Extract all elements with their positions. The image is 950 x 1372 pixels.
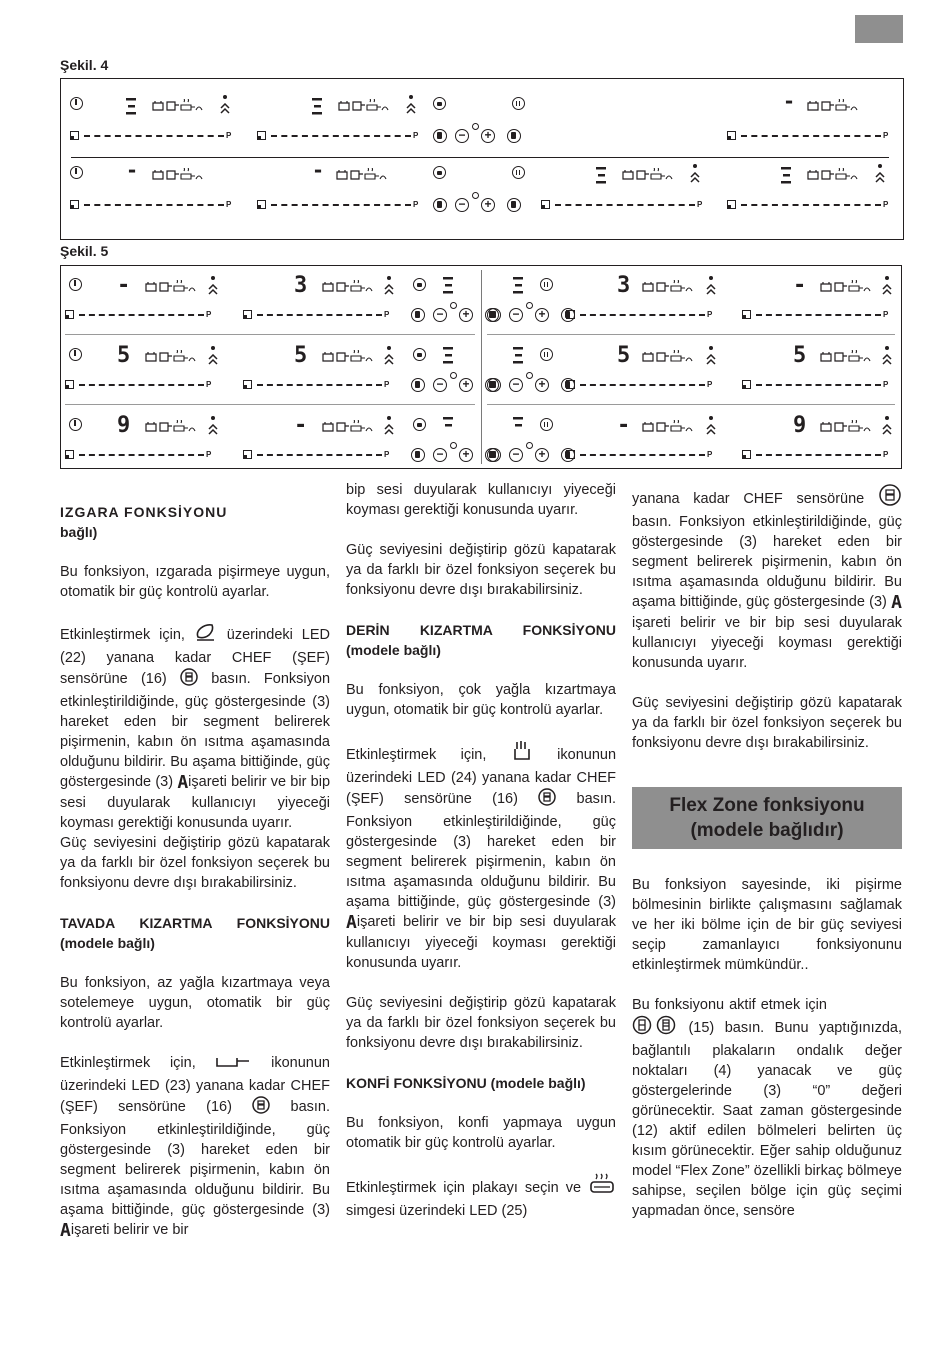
zone-select-icon[interactable] [257, 131, 266, 140]
grill-deactivation-text: Güç seviyesini değiştirip gözü kapatarak ya da farklı bir özel fonksiyon seçerek bu fonksiyonu devre dışı bırakabilirsiniz. [60, 835, 330, 891]
zone-display: 3 [294, 273, 308, 298]
grill-icon [194, 622, 218, 648]
grill-function-subheading: bağlı) [60, 524, 98, 540]
power-slider[interactable] [555, 204, 695, 206]
pause-button[interactable] [540, 348, 553, 361]
cookware-icons [641, 350, 693, 364]
booster-led-icon [878, 164, 882, 168]
cookware-icons [641, 280, 693, 294]
lock-button[interactable] [433, 97, 446, 110]
booster-icon[interactable] [875, 172, 885, 184]
power-level-display [781, 166, 793, 186]
zone-select-icon[interactable] [727, 131, 736, 140]
pan-fry-deactivation-text: Güç seviyesini değiştirip gözü kapatarak ya da farklı bir özel fonksiyon seçerek bu fonksiyonu devre dışı bırakabilirsiniz. [346, 542, 616, 598]
booster-icon[interactable] [208, 354, 218, 366]
row-divider [65, 334, 475, 335]
timer-led-icon [526, 302, 533, 309]
power-slider[interactable] [257, 314, 382, 316]
cookware-icons [144, 420, 196, 434]
chef-sensor-button[interactable] [433, 129, 447, 143]
cookware-icons [321, 350, 373, 364]
grill-function-heading: IZGARA FONKSİYONU [60, 504, 228, 520]
cookware-icons [335, 168, 387, 182]
panel-divider [71, 157, 889, 158]
chef-sensor-button[interactable] [411, 308, 425, 322]
zone-select-icon[interactable] [742, 380, 751, 389]
booster-icon[interactable] [690, 172, 700, 184]
power-level-display [443, 416, 455, 436]
confit-icon [588, 1173, 616, 1201]
slider-max-label: P [413, 200, 419, 209]
deep-fry-deactivation-text: Güç seviyesini değiştirip gözü kapatarak ya da farklı bir özel fonksiyon seçerek bu fonksiyonu devre dışı bırakabilirsiniz. [346, 995, 616, 1051]
lock-button[interactable] [433, 166, 446, 179]
zone-display: 9 [117, 413, 131, 438]
power-button[interactable] [70, 166, 83, 179]
zone-display: - [793, 273, 807, 298]
plus-button[interactable]: + [459, 448, 473, 462]
pause-button[interactable] [540, 278, 553, 291]
flex-zone-title: Flex Zone fonksiyonu [669, 795, 865, 816]
power-slider[interactable] [580, 384, 705, 386]
cookware-icons [806, 99, 858, 113]
pause-button[interactable] [540, 418, 553, 431]
cookware-icons [819, 420, 871, 434]
booster-icon[interactable] [384, 284, 394, 296]
chef-sensor-button[interactable] [411, 448, 425, 462]
timer-led-icon [526, 372, 533, 379]
minus-button[interactable]: − [433, 448, 447, 462]
slider-max-label: P [384, 450, 390, 459]
chef-sensor-icon [252, 1096, 270, 1120]
power-level-display [513, 276, 525, 296]
booster-icon[interactable] [220, 103, 230, 115]
plus-button[interactable]: + [459, 308, 473, 322]
slider-max-label: P [206, 310, 212, 319]
slider-max-label: P [707, 310, 713, 319]
power-slider[interactable] [756, 314, 881, 316]
power-level-display [443, 276, 455, 296]
zone-select-icon[interactable] [727, 200, 736, 209]
lock-button[interactable] [413, 348, 426, 361]
slider-max-label: P [707, 450, 713, 459]
flex-zone-heading-box [632, 787, 902, 849]
zone-display: - [312, 158, 323, 182]
cookware-icons [151, 168, 203, 182]
zone-select-icon[interactable] [65, 380, 74, 389]
booster-led-icon [693, 164, 697, 168]
zone-display: 9 [793, 413, 807, 438]
slider-max-label: P [883, 380, 889, 389]
flex-zone-button[interactable] [507, 129, 521, 143]
zone-select-icon[interactable] [65, 450, 74, 459]
booster-icon[interactable] [882, 424, 892, 436]
booster-icon[interactable] [208, 424, 218, 436]
power-slider[interactable] [84, 135, 224, 137]
slider-max-label: P [883, 131, 889, 140]
lock-button[interactable] [413, 418, 426, 431]
booster-icon[interactable] [882, 284, 892, 296]
zone-display: 5 [617, 343, 631, 368]
text-column-left [60, 484, 330, 1261]
plus-button[interactable]: + [459, 378, 473, 392]
minus-button[interactable]: − [455, 129, 469, 143]
zone-select-icon[interactable] [566, 310, 575, 319]
flex-zone-sensor-icon [632, 1015, 678, 1041]
ready-symbol-icon: A [891, 592, 902, 613]
power-level-display [126, 97, 138, 117]
power-slider[interactable] [271, 135, 411, 137]
power-level-display [513, 346, 525, 366]
pan-fry-activation-text: Etkinleştirmek için, ikonunun üzerindeki LED (23) yanana kadar CHEF (ŞEF) sensörüne (16) basın. Fonksiyon etkinleştirildiğinde, güç göstergesinde (3) hareket eden bir segment belirerek pişirmenin, kabın ön ısıtma aşamasında olduğunu bildirir. Bu aşama bittiğinde, güç göstergesinde (3) Aişareti belirir ve bir [60, 1055, 331, 1241]
zone-select-icon[interactable] [70, 200, 79, 209]
power-slider[interactable] [580, 454, 705, 456]
minus-button[interactable]: − [433, 308, 447, 322]
power-slider[interactable] [79, 384, 204, 386]
zone-select-icon[interactable] [243, 450, 252, 459]
slider-max-label: P [226, 131, 232, 140]
pause-button[interactable] [512, 97, 525, 110]
slider-max-label: P [697, 200, 703, 209]
booster-led-icon [709, 276, 713, 280]
booster-led-icon [211, 346, 215, 350]
booster-icon[interactable] [406, 103, 416, 115]
zone-display: - [294, 413, 308, 438]
power-slider[interactable] [257, 384, 382, 386]
cookware-icons [819, 350, 871, 364]
zone-select-icon[interactable] [243, 310, 252, 319]
pan-fry-description: Bu fonksiyon, az yağla kızartmaya veya sotelemeye uygun, otomatik bir güç kontrolü ayarlar. [60, 975, 330, 1031]
zone-select-icon[interactable] [243, 380, 252, 389]
zone-display: - [617, 413, 631, 438]
booster-icon[interactable] [706, 424, 716, 436]
row-divider [65, 404, 475, 405]
minus-button[interactable]: − [509, 378, 523, 392]
power-level-display [596, 166, 608, 186]
lock-button[interactable] [413, 278, 426, 291]
slider-max-label: P [883, 450, 889, 459]
zone-select-icon[interactable] [541, 200, 550, 209]
panel-split-divider [481, 270, 482, 464]
power-slider[interactable] [79, 454, 204, 456]
timer-led-icon [526, 442, 533, 449]
flex-zone-description: Bu fonksiyon sayesinde, iki pişirme bölmesinin birlikte çalışmasını sağlamak ve her iki bölme için de bir güç seviyesi seçip zamanlayıcı fonksiyonunu etkinleştirmek mümkündür.. [632, 877, 902, 973]
cookware-icons [321, 420, 373, 434]
booster-led-icon [387, 346, 391, 350]
flex-zone-subtitle: (modele bağlıdır) [690, 820, 844, 841]
cookware-icons [151, 99, 203, 113]
slider-max-label: P [206, 380, 212, 389]
booster-led-icon [885, 346, 889, 350]
timer-led-icon [472, 192, 479, 199]
power-level-display [513, 416, 525, 436]
chef-sensor-button[interactable] [433, 198, 447, 212]
power-slider[interactable] [271, 204, 411, 206]
cookware-icons [621, 168, 673, 182]
zone-select-icon[interactable] [566, 450, 575, 459]
plus-button[interactable]: + [481, 198, 495, 212]
booster-icon[interactable] [384, 424, 394, 436]
confit-deactivation-text: Güç seviyesini değiştirip gözü kapatarak ya da farklı bir özel fonksiyon seçerek bu fonksiyonu devre dışı bırakabilirsiniz. [632, 695, 902, 751]
power-slider[interactable] [257, 454, 382, 456]
power-slider[interactable] [756, 454, 881, 456]
plus-button[interactable]: + [481, 129, 495, 143]
power-button[interactable] [70, 97, 83, 110]
chef-sensor-icon [180, 668, 198, 692]
confit-description: Bu fonksiyon, konfi yapmaya uygun otomatik bir güç kontrolü ayarlar. [346, 1115, 616, 1151]
plus-button[interactable]: + [535, 448, 549, 462]
power-level-display [312, 97, 324, 117]
zone-display: 5 [294, 343, 308, 368]
page-corner-tab [855, 15, 903, 43]
slider-max-label: P [226, 200, 232, 209]
zone-select-icon[interactable] [257, 200, 266, 209]
booster-led-icon [709, 346, 713, 350]
cookware-icons [144, 350, 196, 364]
zone-display: - [117, 273, 131, 298]
minus-button[interactable]: − [509, 308, 523, 322]
power-level-display [443, 346, 455, 366]
power-button[interactable] [69, 348, 82, 361]
text-column-middle [346, 480, 616, 1241]
zone-select-icon[interactable] [742, 310, 751, 319]
minus-button[interactable]: − [509, 448, 523, 462]
plus-button[interactable]: + [535, 308, 549, 322]
row-divider [487, 334, 895, 335]
booster-led-icon [885, 416, 889, 420]
power-slider[interactable] [756, 384, 881, 386]
slider-max-label: P [883, 200, 889, 209]
cookware-icons [337, 99, 389, 113]
booster-led-icon [223, 95, 227, 99]
flex-zone-button[interactable] [507, 198, 521, 212]
deep-fry-activation-text: Etkinleştirmek için, ikonunun üzerindeki LED (24) yanana kadar CHEF (ŞEF) sensörüne (16) basın. Fonksiyon etkinleştirildiğinde, güç göstergesinde (3) hareket eden bir segment belirerek pişirmenin, kabın ön ısıtma aşamasında olduğunu bildirir. Bu aşama bittiğinde, güç göstergesinde (3) Aişareti belirir ve bir bip sesi duyularak kullanıcıyı yiyeceği koyması gerektiği konusunda uyarır. [346, 740, 616, 973]
deep-fry-heading: DERİN KIZARTMA FONKSİYONU (modele bağlı) [346, 622, 616, 658]
confit-continued-text: yanana kadar CHEF sensörüne basın. Fonksiyon etkinleştirildiğinde, güç göstergesinde (3) hareket eden bir segment belirerek pişirmenin, kabın ön ısıtma aşamasında olduğunu bildirir. Bu aşama bittiğinde, güç göstergesinde (3) A işareti belirir ve bir bip sesi duyularak kullanıcıyı yiyeceği koyması gerektiği konusunda uyarır. [632, 484, 902, 673]
chef-sensor-icon [878, 484, 902, 512]
booster-led-icon [387, 416, 391, 420]
ready-symbol-icon: A [346, 912, 357, 933]
zone-select-icon[interactable] [70, 131, 79, 140]
ready-symbol-icon: A [177, 772, 189, 793]
booster-led-icon [885, 276, 889, 280]
figure-4-label: Şekil. 4 [60, 57, 109, 73]
text-column-right [632, 484, 902, 1241]
flex-zone-activation-text: Bu fonksiyonu aktif etmek için (15) basın. Bunu yaptığınızda, bağlantılı plakaların ondalık değer noktaları (4) yanacak ve güç göstergelerinde (3) “0” değeri görünecektir. Saat zaman göstergesinde (12) aktif edilen bölmeleri belirten üç kısım görünecektir. Eğer sahip olduğunuz model “Flex Zone” özellikli birkaç bölmeye sahipse, seçilen bölge için güç seçimi yapmadan önce, sensöre [632, 997, 903, 1219]
power-slider[interactable] [580, 314, 705, 316]
cookware-icons [806, 168, 858, 182]
chef-sensor-button[interactable] [411, 378, 425, 392]
booster-icon[interactable] [208, 284, 218, 296]
ready-symbol-icon: A [60, 1220, 71, 1241]
booster-led-icon [709, 416, 713, 420]
booster-icon[interactable] [882, 354, 892, 366]
cookware-icons [641, 420, 693, 434]
slider-max-label: P [413, 131, 419, 140]
cookware-icons [144, 280, 196, 294]
pause-button[interactable] [512, 166, 525, 179]
chef-sensor-button[interactable] [487, 308, 501, 322]
power-slider[interactable] [84, 204, 224, 206]
timer-led-icon [472, 123, 479, 130]
timer-led-icon [450, 372, 457, 379]
timer-led-icon [450, 442, 457, 449]
cookware-icons [321, 280, 373, 294]
grill-activation-text: Etkinleştirmek için, üzerindeki LED (22) yanana kadar CHEF (ŞEF) sensörüne (16) basın. Fonksiyon etkinleştirildiğinde, güç göstergesinde (3) hareket eden bir segment belirerek pişirmenin, kabın ön ısıtma aşamasında olduğunu bildirir. Bu aşama bittiğinde, güç göstergesinde (3) Aişareti belirir ve bir bip sesi duyularak kullanıcıyı yiyeceği koyması gerektiği konusunda uyarır. [60, 622, 330, 833]
power-slider[interactable] [79, 314, 204, 316]
chef-sensor-button[interactable] [487, 448, 501, 462]
zone-display: 5 [117, 343, 131, 368]
pan-icon [215, 1056, 251, 1076]
power-slider[interactable] [741, 135, 881, 137]
booster-led-icon [211, 416, 215, 420]
plus-button[interactable]: + [535, 378, 549, 392]
grill-function-description: Bu fonksiyon, ızgarada pişirmeye uygun, otomatik bir güç kontrolü ayarlar. [60, 564, 330, 600]
power-button[interactable] [69, 278, 82, 291]
grill-continued-text: bip sesi duyularak kullanıcıyı yiyeceği koyması gerektiği konusunda uyarır. [346, 482, 616, 518]
slider-max-label: P [384, 310, 390, 319]
zone-select-icon[interactable] [742, 450, 751, 459]
zone-select-icon[interactable] [65, 310, 74, 319]
figure-5-label: Şekil. 5 [60, 243, 109, 259]
booster-icon[interactable] [706, 284, 716, 296]
booster-icon[interactable] [384, 354, 394, 366]
row-divider [487, 404, 895, 405]
chef-sensor-icon [538, 788, 556, 812]
figure-5-panel [60, 265, 902, 469]
minus-button[interactable]: − [433, 378, 447, 392]
minus-button[interactable]: − [455, 198, 469, 212]
zone-display: 5 [793, 343, 807, 368]
booster-led-icon [211, 276, 215, 280]
cookware-icons [819, 280, 871, 294]
slider-max-label: P [384, 380, 390, 389]
slider-max-label: P [883, 310, 889, 319]
booster-led-icon [387, 276, 391, 280]
booster-led-icon [409, 95, 413, 99]
figure-4-panel [60, 78, 904, 240]
slider-max-label: P [707, 380, 713, 389]
chef-sensor-button[interactable] [487, 378, 501, 392]
deep-fry-description: Bu fonksiyon, çok yağla kızartmaya uygun, otomatik bir güç kontrolü ayarlar. [346, 682, 616, 718]
confit-activation-text: Etkinleştirmek için plakayı seçin ve simgesi üzerindeki LED (25) [346, 1173, 616, 1221]
zone-display: - [783, 89, 794, 113]
confit-heading: KONFİ FONKSİYONU (modele bağlı) [346, 1075, 586, 1091]
timer-led-icon [450, 302, 457, 309]
zone-display: 3 [617, 273, 631, 298]
zone-display: - [126, 158, 137, 182]
deep-fry-icon [511, 740, 533, 768]
power-slider[interactable] [741, 204, 881, 206]
slider-max-label: P [206, 450, 212, 459]
zone-select-icon[interactable] [566, 380, 575, 389]
pan-fry-heading: TAVADA KIZARTMA FONKSİYONU (modele bağlı) [60, 915, 330, 951]
booster-icon[interactable] [706, 354, 716, 366]
power-button[interactable] [69, 418, 82, 431]
